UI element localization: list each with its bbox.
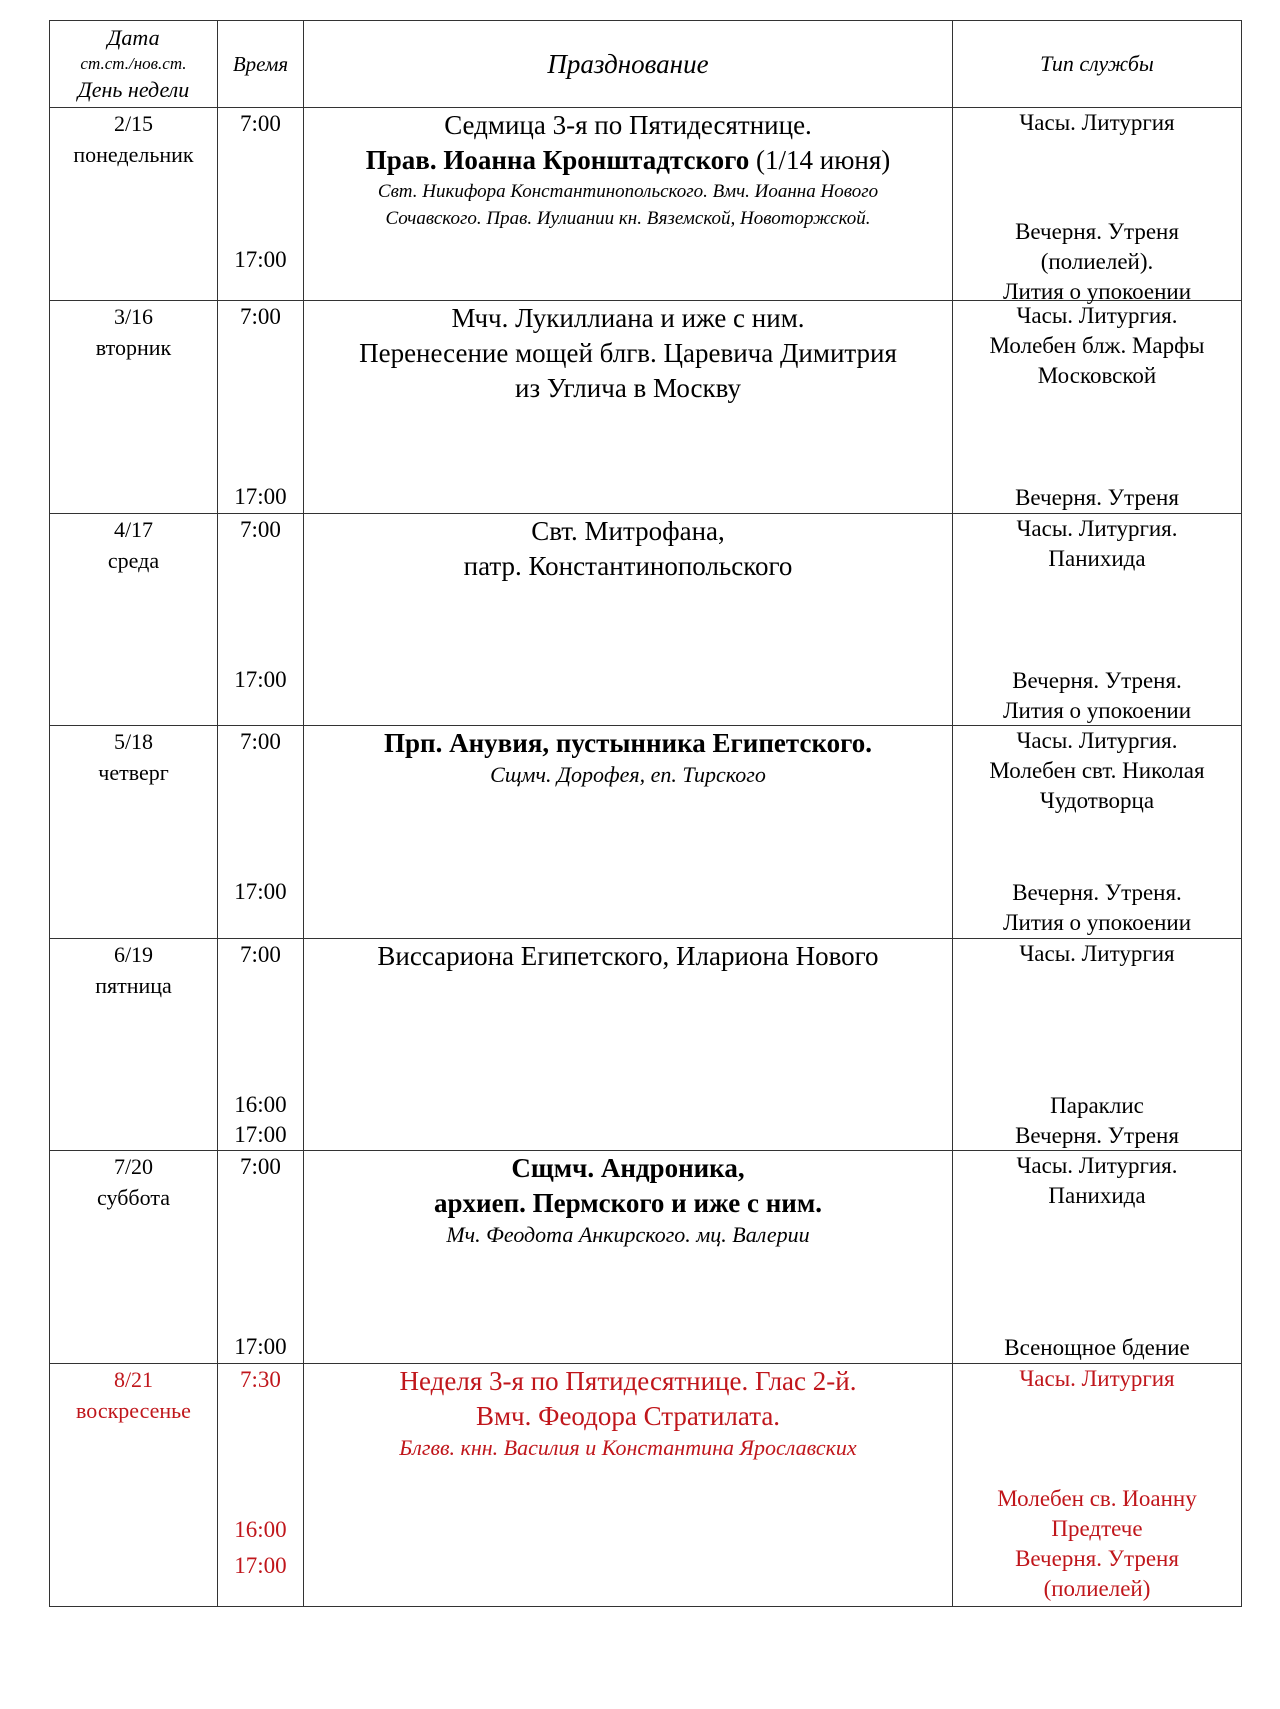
service-evening: Параклис — [1050, 1093, 1144, 1118]
service-evening: (полиелей). — [1040, 249, 1154, 274]
service-morning: Часы. Литургия — [1019, 110, 1175, 135]
feast-italic-line: Сочавского. Прав. Иулиании кн. Вяземской, Новоторжской. — [385, 208, 871, 229]
service-evening: Всенощное бдение — [1004, 1335, 1190, 1360]
service-cell — [953, 1151, 1242, 1364]
date-value: 3/16 — [113, 304, 154, 329]
feast-line: из Углича в Москву — [515, 373, 741, 403]
service-evening: Вечерня. Утреня — [1015, 219, 1179, 244]
feast-cell — [304, 108, 953, 301]
time-evening: 17:00 — [234, 879, 287, 904]
service-cell — [953, 1364, 1242, 1607]
feast-line: Вмч. Феодора Стратилата. — [475, 1401, 781, 1431]
time-morning: 7:00 — [240, 111, 281, 136]
time-cell — [218, 939, 304, 1151]
weekday: воскресенье — [76, 1398, 191, 1423]
feast-line: Мчч. Лукиллиана и иже с ним. — [451, 303, 805, 333]
service-evening: Вечерня. Утреня — [1015, 485, 1179, 510]
header-date-line3: День недели — [77, 77, 190, 102]
time-morning: 7:00 — [240, 729, 281, 754]
time-cell — [218, 108, 304, 301]
service-evening: Лития о упокоении — [1002, 698, 1192, 723]
weekday: пятница — [95, 973, 172, 998]
feast-line: Сщмч. Андроника, — [511, 1153, 745, 1183]
service-morning: Московской — [1037, 363, 1157, 388]
time-evening: 16:00 — [234, 1092, 287, 1117]
header-row — [50, 21, 1242, 108]
feast-line: Свт. Митрофана, — [531, 516, 725, 546]
service-evening: Молебен св. Иоанну — [997, 1486, 1197, 1511]
time-evening: 17:00 — [234, 1553, 287, 1578]
service-morning: Панихида — [1048, 1183, 1146, 1208]
feast-line: Неделя 3-я по Пятидесятнице. Глас 2-й. — [399, 1366, 857, 1396]
service-evening: (полиелей) — [1043, 1576, 1151, 1601]
weekday: вторник — [95, 335, 172, 360]
date-cell — [50, 514, 218, 726]
service-evening: Вечерня. Утреня — [1015, 1546, 1179, 1571]
feast-cell — [304, 301, 953, 514]
feast-line: Виссариона Египетского, Илариона Нового — [377, 941, 879, 971]
feast-line: Седмица 3-я по Пятидесятнице. — [444, 110, 812, 140]
time-cell — [218, 514, 304, 726]
service-evening: Вечерня. Утреня — [1015, 1123, 1179, 1148]
service-morning: Чудотворца — [1039, 788, 1155, 813]
table-row — [50, 514, 1242, 726]
weekday: суббота — [97, 1185, 170, 1210]
service-evening: Лития о упокоении — [1002, 910, 1192, 935]
feast-line: патр. Константинопольского — [463, 551, 793, 581]
service-morning: Часы. Литургия — [1019, 1366, 1175, 1391]
feast-line: Прп. Анувия, пустынника Египетского. — [384, 728, 872, 758]
date-cell — [50, 1151, 218, 1364]
date-cell — [50, 726, 218, 939]
feast-cell — [304, 1151, 953, 1364]
service-cell — [953, 108, 1242, 304]
feast-line: архиеп. Пермского и иже с ним. — [434, 1188, 822, 1218]
weekday: понедельник — [73, 142, 194, 167]
date-value: 7/20 — [113, 1154, 154, 1179]
time-cell — [218, 726, 304, 939]
time-morning: 7:00 — [240, 517, 281, 542]
header-feast: Празднование — [304, 21, 953, 108]
feast-italic-line: Свт. Никифора Константинопольского. Вмч. Иоанна Нового — [377, 181, 879, 202]
table-row — [50, 301, 1242, 514]
service-morning: Часы. Литургия. — [1016, 516, 1178, 541]
header-date — [50, 21, 218, 108]
date-cell — [50, 1364, 218, 1607]
date-cell — [50, 301, 218, 514]
feast-line: Перенесение мощей блгв. Царевича Димитрия — [359, 338, 897, 368]
time-morning: 7:00 — [240, 1154, 281, 1179]
table-row — [50, 726, 1242, 939]
header-service: Тип службы — [953, 21, 1242, 108]
time-cell — [218, 1151, 304, 1364]
feast-saint-bold: Прав. Иоанна Кронштадтского — [365, 145, 750, 175]
date-cell — [50, 939, 218, 1151]
weekday: четверг — [98, 760, 169, 785]
table-row — [50, 939, 1242, 1151]
time-evening: 17:00 — [234, 484, 287, 509]
header-time: Время — [218, 21, 304, 108]
service-cell — [953, 939, 1242, 1151]
service-evening: Лития о упокоении — [1002, 279, 1192, 304]
weekday: среда — [107, 548, 160, 573]
date-value: 2/15 — [113, 111, 154, 136]
feast-italic-line: Мч. Феодота Анкирского. мц. Валерии — [446, 1222, 810, 1247]
header-date-line1: Дата — [107, 25, 160, 50]
service-evening: Предтече — [1051, 1516, 1143, 1541]
service-evening: Вечерня. Утреня. — [1012, 880, 1182, 905]
table-row — [50, 108, 1242, 301]
time-cell — [218, 301, 304, 514]
time-evening: 17:00 — [234, 247, 287, 272]
time-morning: 7:00 — [240, 304, 281, 329]
date-cell — [50, 108, 218, 301]
time-evening: 17:00 — [234, 667, 287, 692]
feast-cell — [304, 514, 953, 726]
date-value: 8/21 — [113, 1367, 154, 1392]
service-morning: Часы. Литургия — [1019, 941, 1175, 966]
table-row — [50, 1151, 1242, 1364]
feast-cell — [304, 726, 953, 939]
time-morning: 7:30 — [240, 1367, 281, 1392]
time-evening: 16:00 — [234, 1517, 287, 1542]
feast-cell — [304, 1364, 953, 1607]
time-evening: 17:00 — [234, 1122, 287, 1147]
service-morning: Молебен свт. Николая — [989, 758, 1205, 783]
time-morning: 7:00 — [240, 942, 281, 967]
service-morning: Часы. Литургия. — [1016, 303, 1178, 328]
time-evening: 17:00 — [234, 1334, 287, 1359]
date-value: 4/17 — [113, 517, 154, 542]
feast-italic-line: Блгвв. кнн. Василия и Константина Ярославских — [399, 1435, 857, 1460]
date-value: 5/18 — [113, 729, 154, 754]
schedule-table — [49, 20, 1242, 1607]
time-cell — [218, 1364, 304, 1607]
service-cell — [953, 301, 1242, 514]
feast-italic-line: Сщмч. Дорофея, еп. Тирского — [490, 762, 766, 787]
service-morning: Молебен блж. Марфы — [989, 333, 1205, 358]
feast-line — [304, 143, 952, 178]
table-row — [50, 1364, 1242, 1607]
feast-cell — [304, 939, 953, 1151]
service-evening: Вечерня. Утреня. — [1012, 668, 1182, 693]
service-morning: Часы. Литургия. — [1016, 728, 1178, 753]
date-value: 6/19 — [113, 942, 154, 967]
service-morning: Панихида — [1048, 546, 1146, 571]
service-cell — [953, 726, 1242, 939]
header-date-line2: ст.ст./нов.ст. — [80, 54, 187, 73]
feast-date-note: (1/14 июня) — [749, 145, 891, 175]
service-cell — [953, 514, 1242, 726]
service-morning: Часы. Литургия. — [1016, 1153, 1178, 1178]
